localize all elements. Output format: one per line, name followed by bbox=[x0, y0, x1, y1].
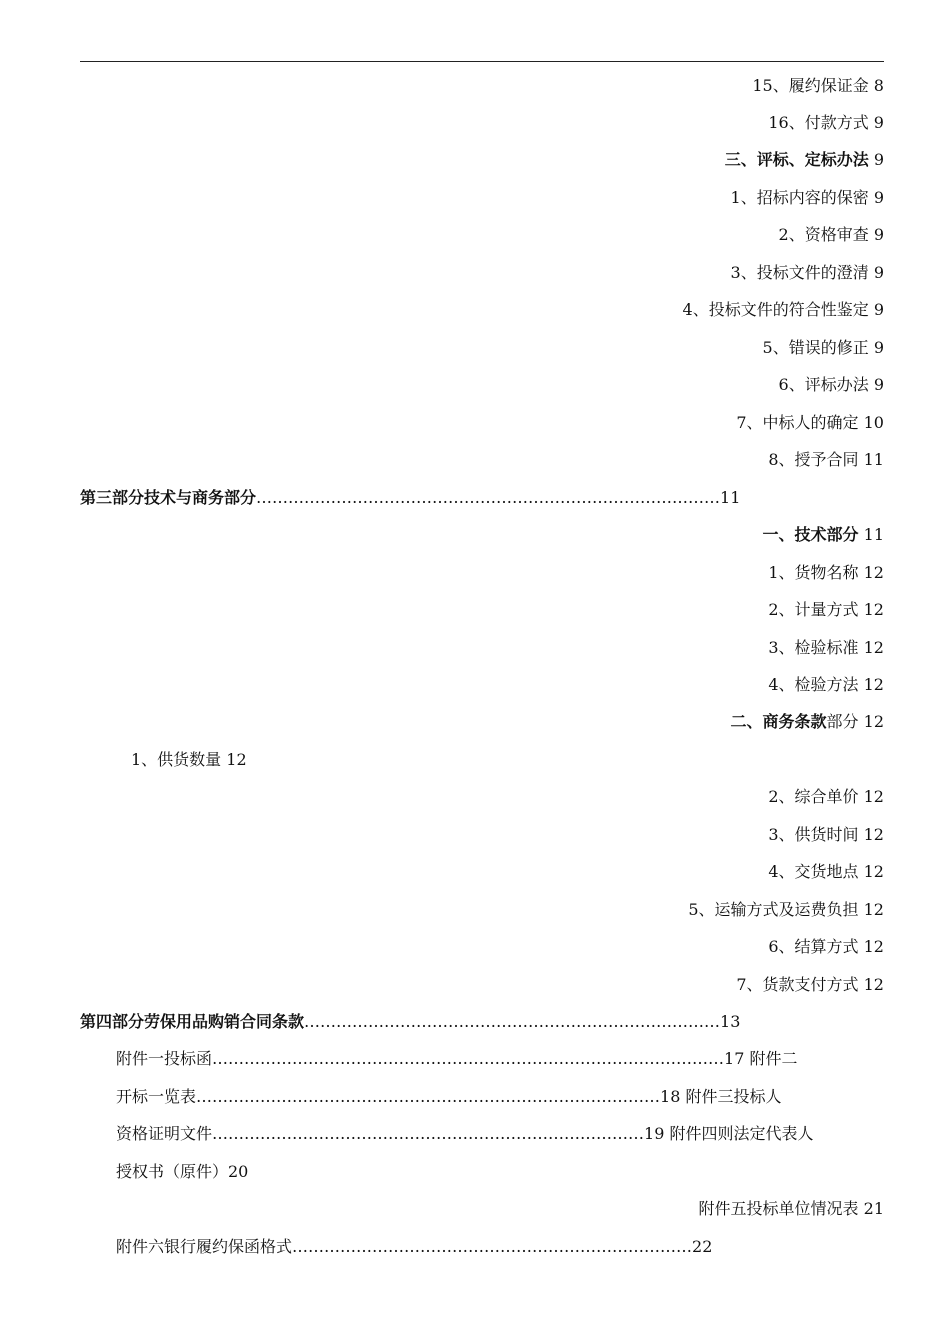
toc-annex-three[interactable] bbox=[116, 1123, 813, 1145]
toc-entry-award[interactable]: 8、授予合同 11 bbox=[768, 450, 884, 469]
toc-section-title: 二、商务条款 bbox=[730, 712, 827, 731]
toc-entry-inspection-method[interactable]: 4、检验方法 12 bbox=[768, 675, 884, 694]
toc-entry-payment[interactable]: 7、货款支付方式 12 bbox=[736, 975, 884, 994]
toc-entry-15[interactable]: 15、履约保证金 8 bbox=[752, 76, 884, 95]
toc-entry-clarification[interactable]: 3、投标文件的澄清 9 bbox=[730, 263, 884, 282]
toc-annex-one[interactable] bbox=[116, 1048, 797, 1070]
toc-annex-four[interactable]: 授权书（原件）20 bbox=[116, 1162, 249, 1181]
toc-leader-dots: ……………………………………………………………………… bbox=[212, 1124, 645, 1143]
toc-annex-title: 附件一投标函 bbox=[116, 1049, 213, 1068]
toc-page-number: 22 bbox=[692, 1237, 713, 1256]
toc-entry-qualification[interactable]: 2、资格审查 9 bbox=[778, 225, 884, 244]
header-rule bbox=[80, 61, 884, 62]
toc-entry-correction[interactable]: 5、错误的修正 9 bbox=[762, 338, 884, 357]
toc-page-number: 11 bbox=[720, 488, 741, 507]
toc-entry-16[interactable]: 16、付款方式 9 bbox=[768, 113, 884, 132]
toc-entry-inspection-standard[interactable]: 3、检验标准 12 bbox=[768, 638, 884, 657]
toc-part-four[interactable] bbox=[80, 1011, 740, 1033]
toc-entry-goods-name[interactable]: 1、货物名称 12 bbox=[768, 563, 884, 582]
toc-entry-measurement[interactable]: 2、计量方式 12 bbox=[768, 600, 884, 619]
toc-annex-six[interactable] bbox=[116, 1236, 712, 1258]
toc-part-title: 第三部分技术与商务部分 bbox=[80, 488, 257, 507]
toc-part-title: 第四部分劳保用品购销合同条款 bbox=[80, 1012, 305, 1031]
toc-section-title: 一、技术部分 bbox=[762, 525, 859, 544]
toc-annex-rest: 17 附件二 bbox=[724, 1049, 798, 1068]
toc-section-evaluation[interactable] bbox=[725, 149, 884, 171]
toc-entry-supply-time[interactable]: 3、供货时间 12 bbox=[768, 825, 884, 844]
toc-leader-dots: …………………………………………………………………………………… bbox=[212, 1049, 725, 1068]
toc-annex-title: 资格证明文件 bbox=[116, 1124, 213, 1143]
toc-entry-delivery-place[interactable]: 4、交货地点 12 bbox=[768, 862, 884, 881]
toc-annex-rest: 19 附件四则法定代表人 bbox=[644, 1124, 814, 1143]
toc-annex-rest: 18 附件三投标人 bbox=[660, 1087, 782, 1106]
toc-annex-five[interactable]: 附件五投标单位情况表 21 bbox=[698, 1199, 884, 1218]
toc-leader-dots: …………………………………………………………………………… bbox=[256, 488, 721, 507]
toc-entry-unit-price[interactable]: 2、综合单价 12 bbox=[768, 787, 884, 806]
toc-leader-dots: …………………………………………………………………… bbox=[304, 1012, 721, 1031]
toc-annex-two[interactable] bbox=[116, 1086, 781, 1108]
toc-entry-conformity[interactable]: 4、投标文件的符合性鉴定 9 bbox=[682, 300, 884, 319]
toc-section-technical[interactable] bbox=[763, 524, 884, 546]
toc-entry-winner[interactable]: 7、中标人的确定 10 bbox=[736, 413, 884, 432]
toc-leader-dots: ………………………………………………………………… bbox=[292, 1237, 693, 1256]
toc-section-title: 三、评标、定标办法 bbox=[724, 150, 869, 169]
toc-entry-transport[interactable]: 5、运输方式及运费负担 12 bbox=[688, 900, 884, 919]
toc-entry-settlement[interactable]: 6、结算方式 12 bbox=[768, 937, 884, 956]
toc-section-commercial[interactable] bbox=[731, 711, 884, 733]
toc-page-number: 13 bbox=[720, 1012, 741, 1031]
toc-entry-confidentiality[interactable]: 1、招标内容的保密 9 bbox=[730, 188, 884, 207]
toc-page-number: 11 bbox=[858, 525, 884, 544]
toc-section-rest: 部分 12 bbox=[826, 712, 884, 731]
toc-entry-supply-quantity[interactable]: 1、供货数量 12 bbox=[131, 750, 247, 769]
toc-entry-evaluation-method[interactable]: 6、评标办法 9 bbox=[778, 375, 884, 394]
toc-leader-dots: …………………………………………………………………………… bbox=[196, 1087, 661, 1106]
toc-annex-title: 附件六银行履约保函格式 bbox=[116, 1237, 293, 1256]
toc-annex-title: 开标一览表 bbox=[116, 1087, 197, 1106]
toc-part-three[interactable] bbox=[80, 487, 740, 509]
toc-page-number: 9 bbox=[868, 150, 884, 169]
